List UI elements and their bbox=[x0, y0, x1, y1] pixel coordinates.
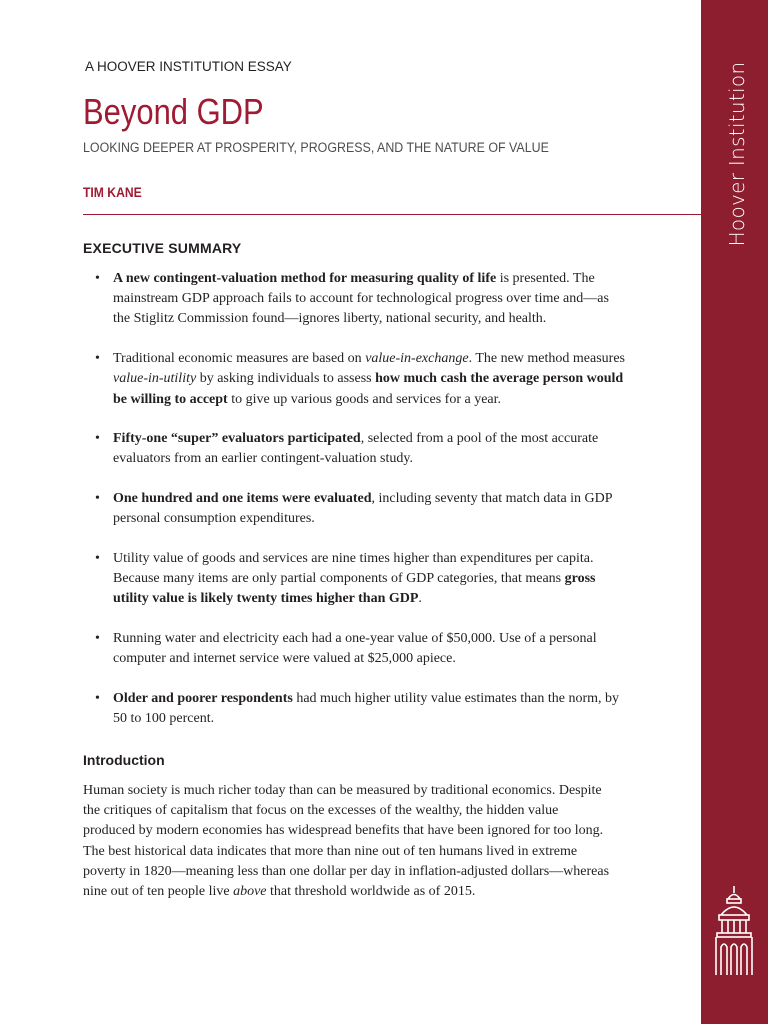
bullet-text: , selected from a pool of the most accurate evaluators from an earlier contingent-valuation study. bbox=[113, 431, 599, 467]
bullet-text: Running water and electricity each had a one-year value of $50,000. Use of a personal computer and internet service were valued at $25,000 apiece. bbox=[113, 631, 597, 667]
paragraph-italic: above bbox=[233, 884, 267, 900]
summary-bullet bbox=[95, 689, 625, 729]
executive-summary-heading: EXECUTIVE SUMMARY bbox=[83, 240, 242, 256]
summary-bullet-list bbox=[95, 269, 625, 749]
bullet-emphasis: One hundred and one items were evaluated bbox=[113, 491, 372, 507]
summary-bullet bbox=[95, 489, 625, 529]
bullet-emphasis: A new contingent-valuation method for measuring quality of life bbox=[113, 271, 497, 286]
bullet-emphasis: gross utility value is likely twenty times higher than GDP bbox=[113, 571, 596, 607]
bullet-text: is presented. The mainstream GDP approach fails to account for technological progress over time and—as the Stiglitz Commission found—ignores liberty, national security, and health. bbox=[113, 271, 609, 327]
hoover-tower-icon bbox=[711, 885, 757, 977]
header-divider bbox=[83, 214, 701, 215]
page-title: Beyond GDP bbox=[83, 91, 264, 132]
bullet-text: by asking individuals to assess bbox=[196, 371, 376, 387]
bullet-text: had much higher utility value estimates than the norm, by 50 to 100 percent. bbox=[113, 691, 620, 727]
paragraph-text: that threshold worldwide as of 2015. bbox=[266, 884, 476, 900]
bullet-italic: value-in-exchange bbox=[365, 351, 469, 367]
bullet-text: Traditional economic measures are based on bbox=[113, 351, 366, 367]
bullet-emphasis: how much cash the average person would be willing to accept bbox=[113, 371, 624, 407]
bullet-text: . bbox=[418, 591, 422, 607]
summary-bullet bbox=[95, 549, 625, 610]
introduction-heading: Introduction bbox=[83, 752, 165, 768]
bullet-text: , including seventy that match data in GDP personal consumption expenditures. bbox=[113, 491, 613, 527]
bullet-text: Utility value of goods and services are nine times higher than expenditures per capita. Because many items are only partial components of GDP categories, that means bbox=[113, 551, 594, 587]
summary-bullet bbox=[95, 349, 625, 410]
bullet-emphasis: Fifty-one “super” evaluators participated bbox=[113, 431, 361, 447]
bullet-text: to give up various goods and services for a year. bbox=[227, 391, 502, 407]
bullet-text: . The new method measures bbox=[468, 351, 625, 367]
summary-bullet bbox=[95, 269, 625, 330]
paragraph-text: Human society is much richer today than can be measured by traditional economics. Despite the critiques of capitalism that focus on the excesses of the wealthy, the hidden value produced by modern economies has widespread benefits that have been ignored for too long. The best historical data indicates that more than nine out of ten humans lived in extreme poverty in 1820—meaning less than one dollar per day in inflation-adjusted dollars—whereas nine out of ten people live bbox=[83, 783, 610, 900]
summary-bullet bbox=[95, 629, 625, 669]
author-name: TIM KANE bbox=[83, 185, 142, 200]
essay-kicker: A HOOVER INSTITUTION ESSAY bbox=[85, 59, 292, 74]
page-subtitle: LOOKING DEEPER AT PROSPERITY, PROGRESS, AND THE NATURE OF VALUE bbox=[83, 140, 549, 155]
summary-bullet bbox=[95, 429, 625, 469]
sidebar-brand-label: Hoover Institution bbox=[725, 61, 749, 247]
sidebar-band bbox=[701, 0, 768, 1024]
bullet-italic: value-in-utility bbox=[113, 371, 197, 387]
bullet-emphasis: Older and poorer respondents bbox=[113, 691, 293, 707]
introduction-paragraph bbox=[83, 781, 611, 902]
